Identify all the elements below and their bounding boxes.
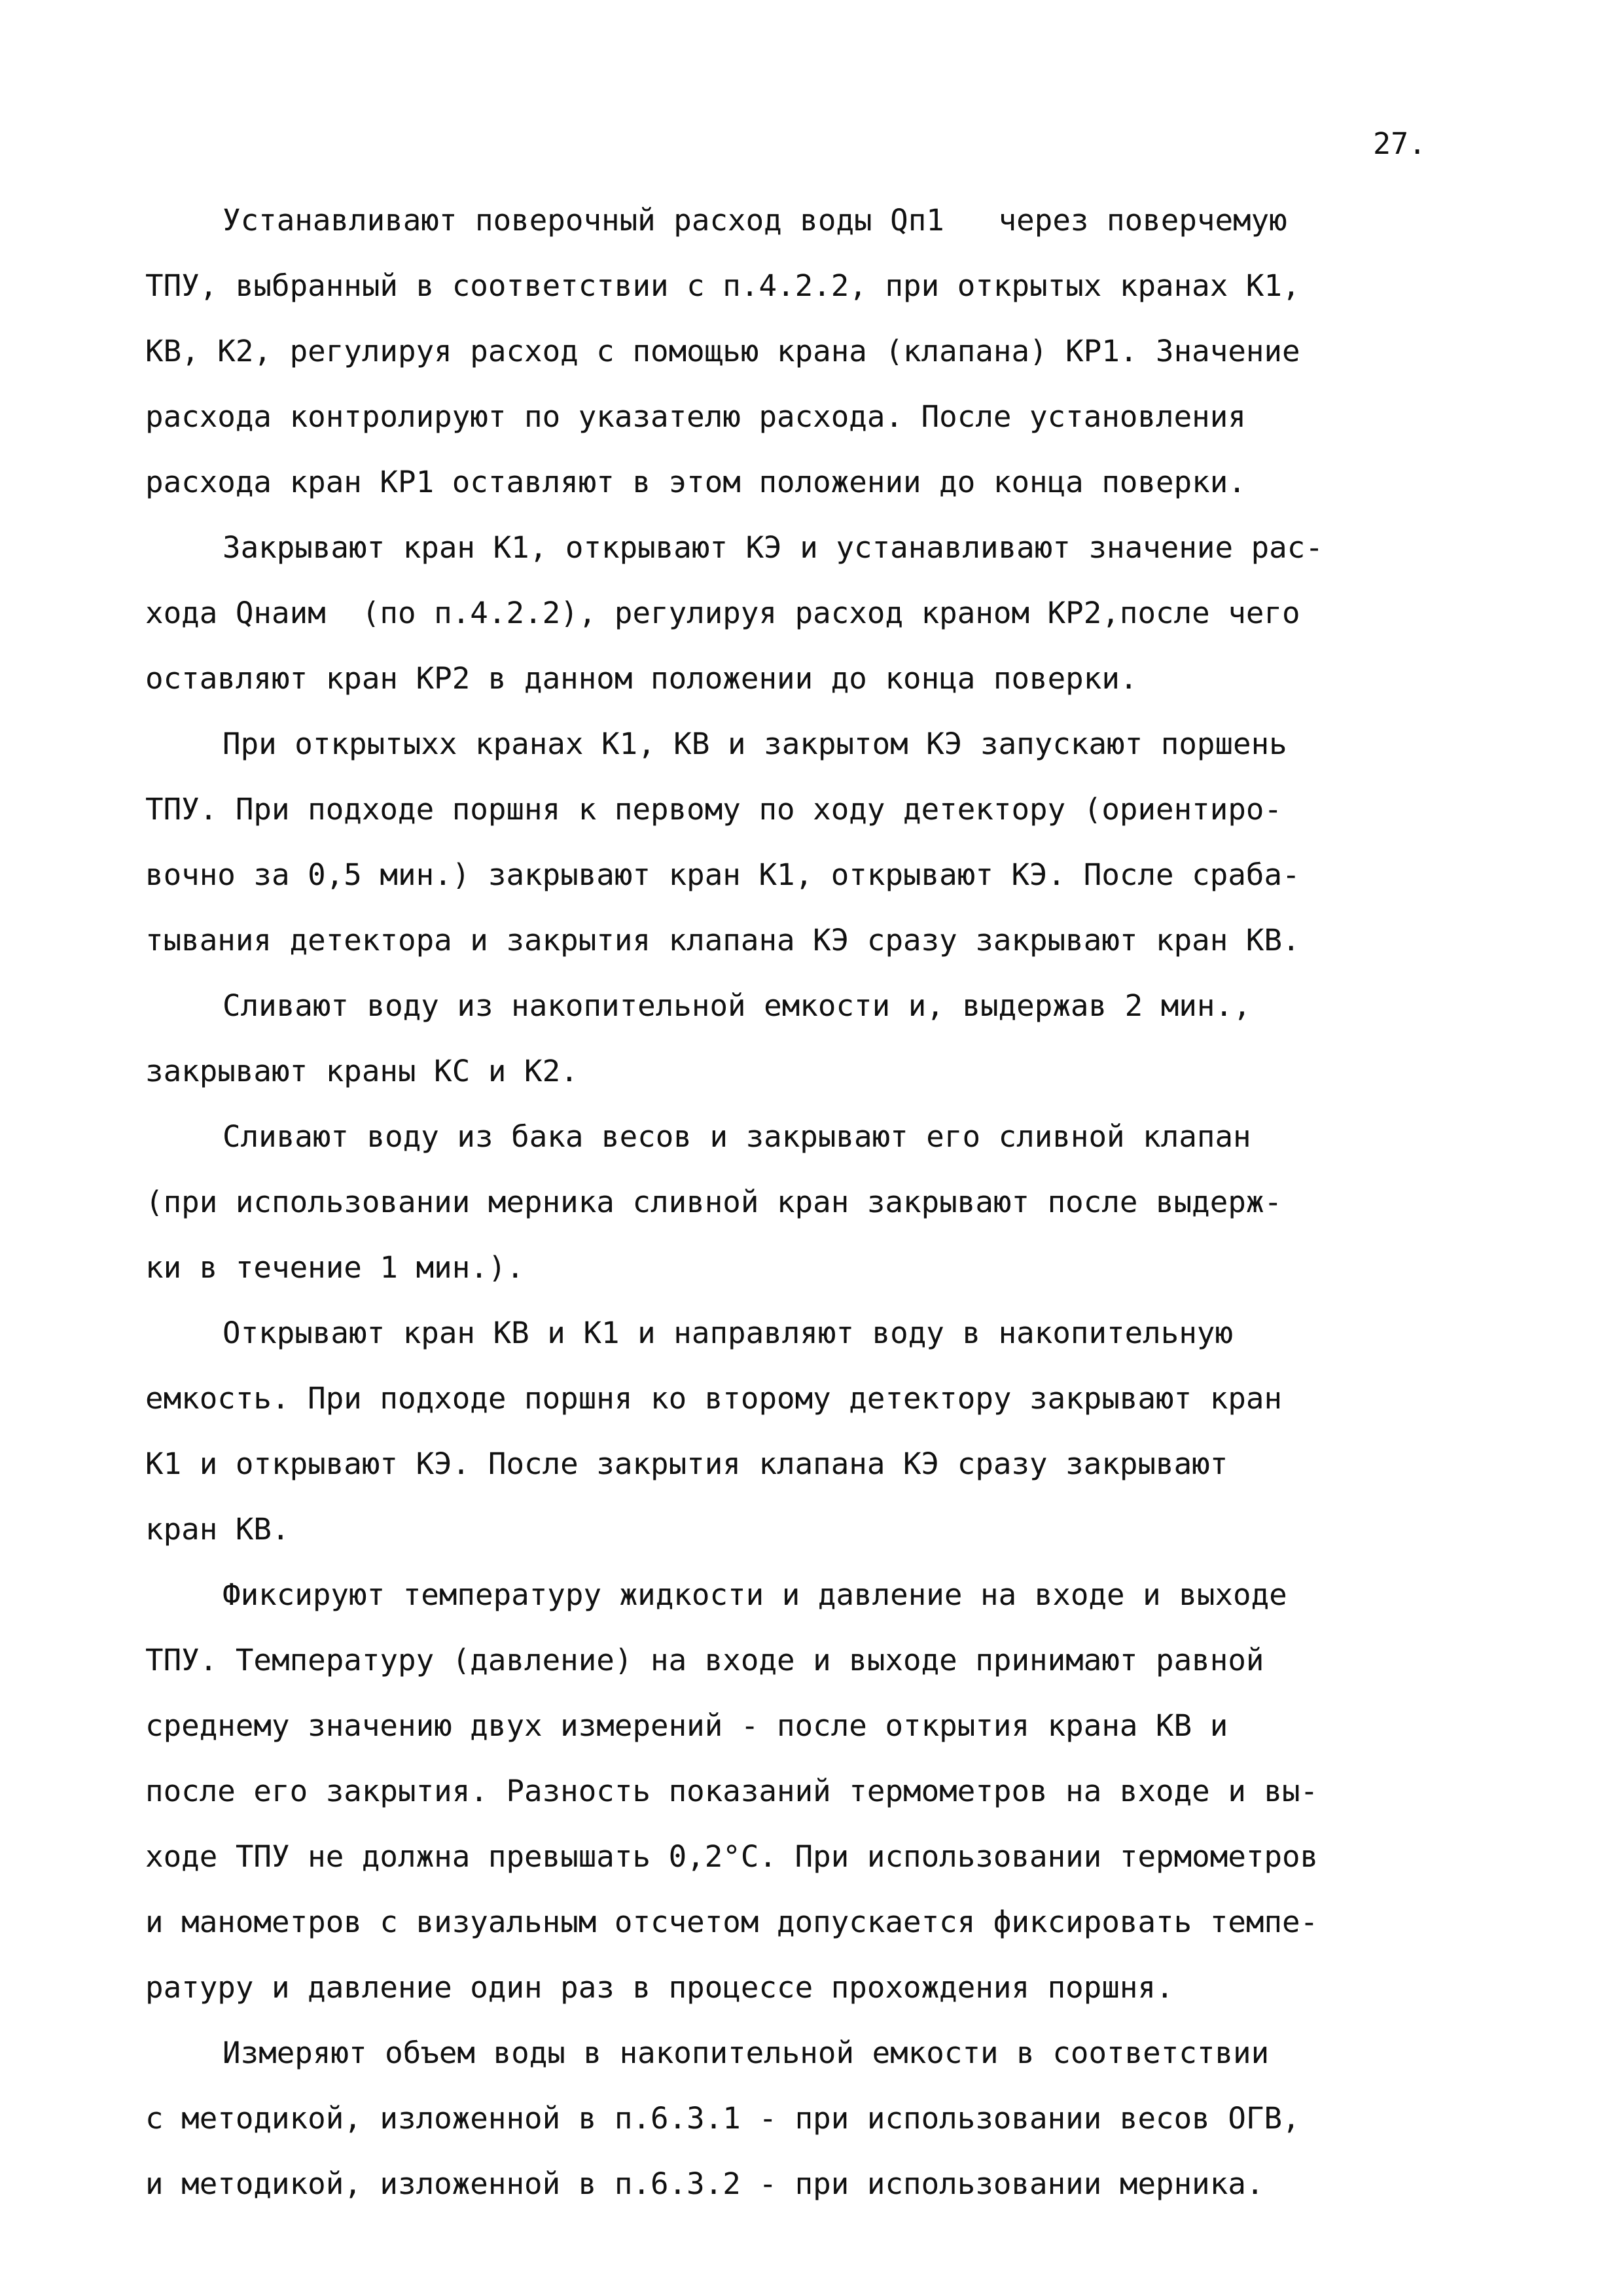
text-line: хода Qнаим (по п.4.2.2), регулируя расход краном КР2,после чего xyxy=(145,595,1300,630)
text-line: Измеряют объем воды в накопительной емкости в соответствии xyxy=(223,2035,1270,2070)
text-line: оставляют кран КР2 в данном положении до конца поверки. xyxy=(145,660,1138,696)
text-line: ки в течение 1 мин.). xyxy=(145,1249,525,1285)
text-line: с методикой, изложенной в п.6.3.1 - при использовании весов ОГВ, xyxy=(145,2100,1300,2136)
text-line: Закрывают кран К1, открывают КЭ и устанавливают значение рас- xyxy=(223,529,1323,565)
text-line: Открывают кран КВ и К1 и направляют воду в накопительную xyxy=(223,1315,1234,1350)
text-line: ТПУ. Температуру (давление) на входе и выходе принимают равной xyxy=(145,1642,1264,1677)
text-line: (при использовании мерника сливной кран закрывают после выдерж- xyxy=(145,1184,1283,1219)
text-line: вочно за 0,5 мин.) закрывают кран К1, открывают КЭ. После сраба- xyxy=(145,857,1300,892)
text-line: тывания детектора и закрытия клапана КЭ сразу закрывают кран КВ. xyxy=(145,922,1300,958)
text-line: При открытыхх кранах К1, КВ и закрытом КЭ запускают поршень xyxy=(223,726,1287,761)
text-line: Сливают воду из бака весов и закрывают его сливной клапан xyxy=(223,1119,1251,1154)
text-line: емкость. При подходе поршня ко второму детектору закрывают кран xyxy=(145,1380,1283,1416)
document-body xyxy=(145,187,1526,2216)
text-line: К1 и открывают КЭ. После закрытия клапана КЭ сразу закрывают xyxy=(145,1446,1228,1481)
text-line: КВ, К2, регулируя расход с помощью крана (клапана) КР1. Значение xyxy=(145,333,1300,368)
text-line: ТПУ, выбранный в соответствии с п.4.2.2, при открытых кранах К1, xyxy=(145,268,1300,303)
text-line: ходе ТПУ не должна превышать 0,2°С. При использовании термометров xyxy=(145,1839,1319,1874)
text-line: расхода контролируют по указателю расхода. После установления xyxy=(145,399,1246,434)
text-line: ТПУ. При подходе поршня к первому по ходу детектору (ориентиро- xyxy=(145,791,1283,827)
text-line: Сливают воду из накопительной емкости и, выдержав 2 мин., xyxy=(223,988,1251,1023)
text-line: Устанавливают поверочный расход воды Qп1 через поверчемую xyxy=(223,202,1287,238)
text-line: закрывают краны КС и К2. xyxy=(145,1053,579,1088)
text-line: Фиксируют температуру жидкости и давление на входе и выходе xyxy=(223,1577,1287,1612)
text-line: расхода кран КР1 оставляют в этом положении до конца поверки. xyxy=(145,464,1246,499)
text-line: кран КВ. xyxy=(145,1511,290,1547)
text-line: и манометров с визуальным отсчетом допускается фиксировать темпе- xyxy=(145,1904,1319,1939)
text-line: и методикой, изложенной в п.6.3.2 - при использовании мерника. xyxy=(145,2166,1264,2201)
text-line: после его закрытия. Разность показаний термометров на входе и вы- xyxy=(145,1773,1319,1808)
text-line: среднему значению двух измерений - после открытия крана КВ и xyxy=(145,1708,1228,1743)
page-number: 27. xyxy=(1373,126,1427,161)
text-line: ратуру и давление один раз в процессе прохождения поршня. xyxy=(145,1969,1174,2005)
